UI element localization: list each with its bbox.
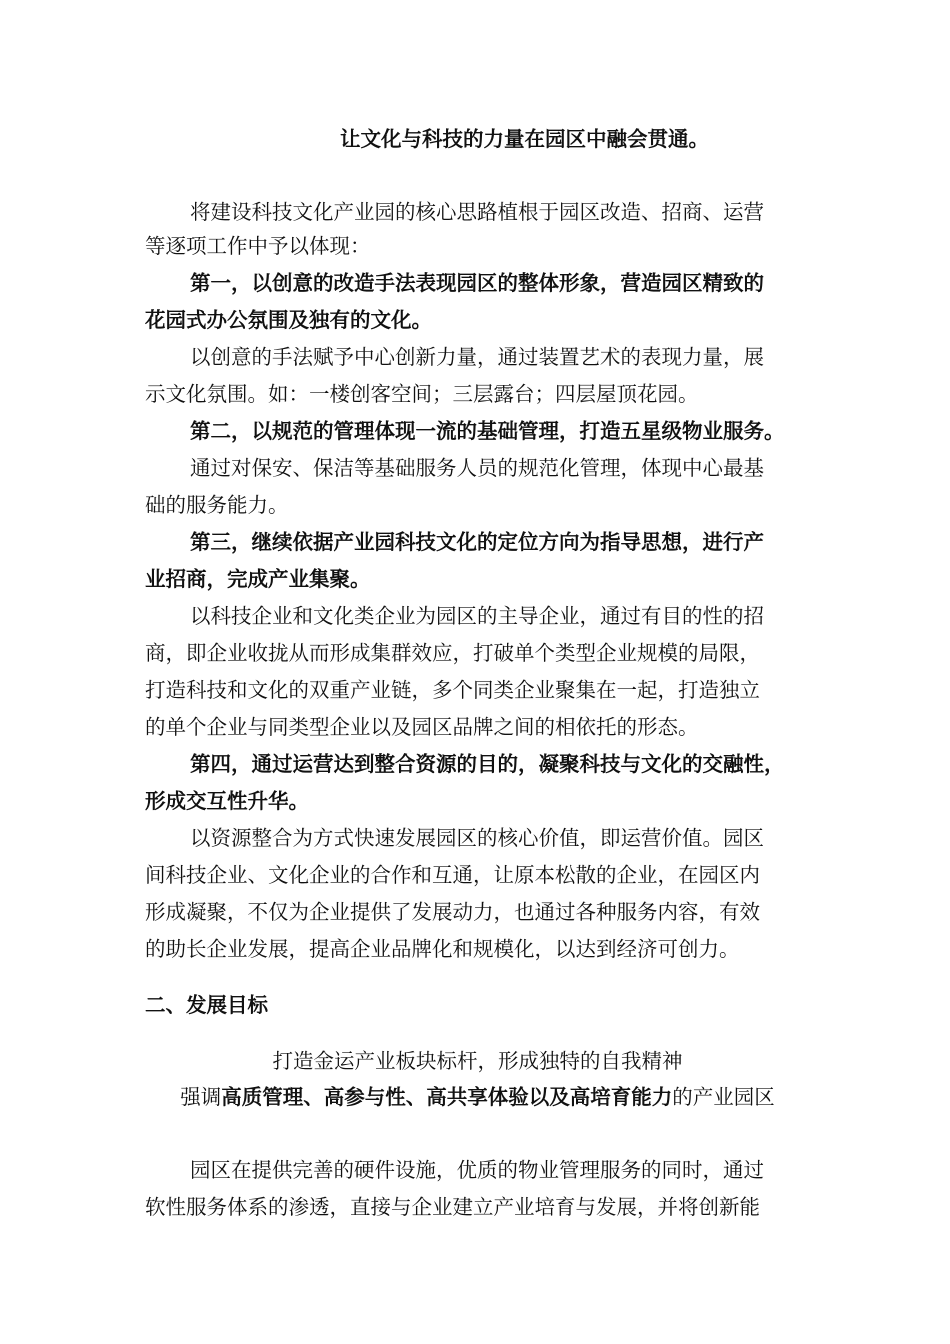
- point4-title-line-2: 形成交互性升华。: [145, 789, 309, 813]
- goal-line-2: [145, 1085, 810, 1109]
- point1-body-line-2: 示文化氛围。如：一楼创客空间；三层露台；四层屋顶花园。: [145, 382, 699, 406]
- point4-body-line-3: 形成凝聚，不仅为企业提供了发展动力，也通过各种服务内容，有效: [145, 900, 760, 924]
- goal-line-1: 打造金运产业板块标杆，形成独特的自我精神: [272, 1049, 683, 1073]
- point2-body-line-1: 通过对保安、保洁等基础服务人员的规范化管理，体现中心最基: [190, 456, 764, 480]
- closing-line-1: 园区在提供完善的硬件设施，优质的物业管理服务的同时，通过: [190, 1158, 764, 1182]
- point4-body-line-4: 的助长企业发展，提高企业品牌化和规模化，以达到经济可创力。: [145, 937, 740, 961]
- point4-title-line-1: 第四，通过运营达到整合资源的目的，凝聚科技与文化的交融性，: [190, 752, 785, 776]
- goal-line-2-prefix: 强调: [180, 1085, 222, 1109]
- goal-line-2-suffix: 的产业园区: [672, 1085, 775, 1109]
- goal-line-2-emphasis: 高质管理、高参与性、高共享体验以及高培育能力: [221, 1085, 673, 1109]
- point3-title-line-2: 业招商，完成产业集聚。: [145, 567, 371, 591]
- point1-title-line-2: 花园式办公氛围及独有的文化。: [145, 308, 432, 332]
- point3-title-line-1: 第三，继续依据产业园科技文化的定位方向为指导思想，进行产: [190, 530, 764, 554]
- point1-body-line-1: 以创意的手法赋予中心创新力量，通过装置艺术的表现力量，展: [190, 345, 764, 369]
- intro-line-2: 等逐项工作中予以体现：: [145, 234, 371, 258]
- point2-title: 第二，以规范的管理体现一流的基础管理，打造五星级物业服务。: [190, 419, 785, 443]
- point3-body-line-1: 以科技企业和文化类企业为园区的主导企业，通过有目的性的招: [190, 604, 764, 628]
- section2-title: 二、发展目标: [145, 993, 268, 1017]
- point3-body-line-4: 的单个企业与同类型企业以及园区品牌之间的相依托的形态。: [145, 715, 699, 739]
- heading-line: 让文化与科技的力量在园区中融会贯通。: [340, 127, 709, 151]
- point4-body-line-2: 间科技企业、文化企业的合作和互通，让原本松散的企业，在园区内: [145, 863, 760, 887]
- point3-body-line-3: 打造科技和文化的双重产业链，多个同类企业聚集在一起，打造独立: [145, 678, 760, 702]
- point2-body-line-2: 础的服务能力。: [145, 493, 289, 517]
- point1-title-line-1: 第一，以创意的改造手法表现园区的整体形象，营造园区精致的: [190, 271, 764, 295]
- point4-body-line-1: 以资源整合为方式快速发展园区的核心价值，即运营价值。园区: [190, 826, 764, 850]
- point3-body-line-2: 商，即企业收拢从而形成集群效应，打破单个类型企业规模的局限，: [145, 641, 760, 665]
- closing-line-2: 软性服务体系的渗透，直接与企业建立产业培育与发展，并将创新能: [145, 1195, 760, 1219]
- intro-line-1: 将建设科技文化产业园的核心思路植根于园区改造、招商、运营: [190, 200, 764, 224]
